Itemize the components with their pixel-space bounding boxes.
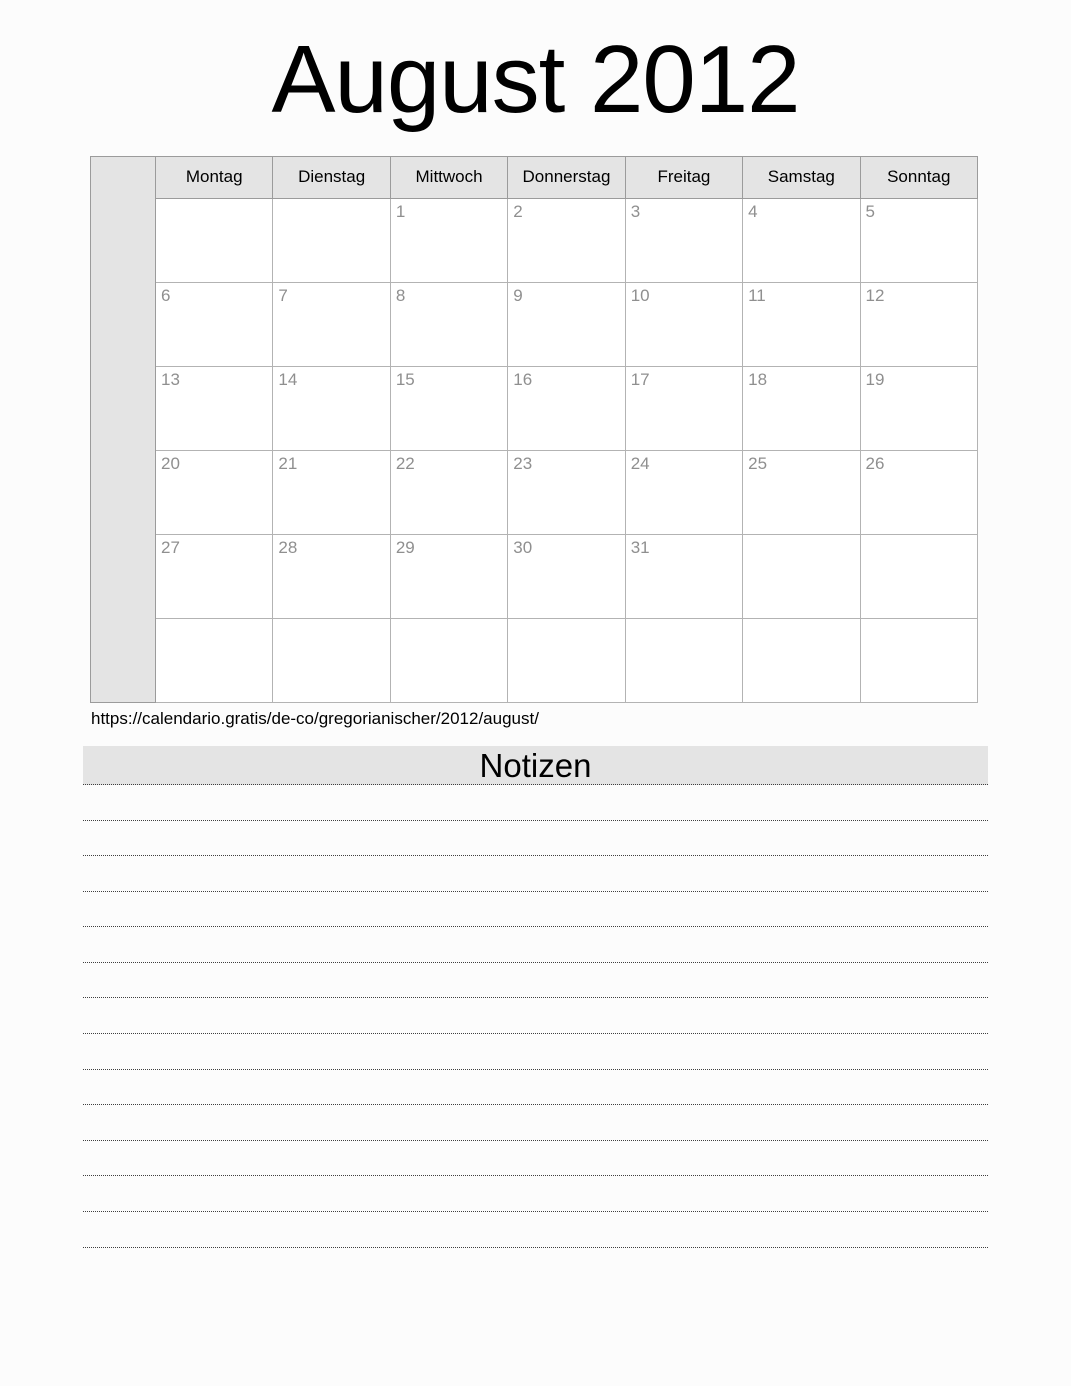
day-cell-24: 24 (625, 450, 742, 534)
day-cell-17: 17 (625, 366, 742, 450)
day-cell-1: 1 (390, 198, 507, 282)
notes-title: Notizen (479, 746, 592, 784)
weekday-header-donnerstag: Donnerstag (508, 156, 625, 198)
day-cell-empty (156, 618, 273, 702)
day-cell-13: 13 (156, 366, 273, 450)
weekday-header-montag: Montag (156, 156, 273, 198)
day-cell-15: 15 (390, 366, 507, 450)
note-line (83, 856, 988, 892)
day-cell-21: 21 (273, 450, 390, 534)
day-cell-20: 20 (156, 450, 273, 534)
day-cell-30: 30 (508, 534, 625, 618)
calendar-table (90, 156, 978, 703)
weekday-header-sonntag: Sonntag (860, 156, 977, 198)
gutter-column (91, 156, 156, 702)
week-row (91, 282, 978, 366)
week-row (91, 534, 978, 618)
weekday-header-row (91, 156, 978, 198)
calendar-body (91, 156, 978, 702)
day-cell-10: 10 (625, 282, 742, 366)
note-line (83, 1141, 988, 1177)
note-line (83, 998, 988, 1034)
day-cell-11: 11 (743, 282, 860, 366)
day-cell-empty (860, 618, 977, 702)
weekday-header-freitag: Freitag (625, 156, 742, 198)
source-url: https://calendario.gratis/de-co/gregorianischer/2012/august/ (91, 708, 539, 728)
day-cell-empty (390, 618, 507, 702)
day-cell-29: 29 (390, 534, 507, 618)
note-line (83, 1212, 988, 1248)
week-row (91, 450, 978, 534)
note-line (83, 963, 988, 999)
day-cell-3: 3 (625, 198, 742, 282)
weekday-header-dienstag: Dienstag (273, 156, 390, 198)
day-cell-14: 14 (273, 366, 390, 450)
day-cell-empty (273, 198, 390, 282)
day-cell-empty (273, 618, 390, 702)
note-lines (83, 785, 988, 1248)
note-line (83, 1176, 988, 1212)
note-line (83, 927, 988, 963)
note-line (83, 1105, 988, 1141)
day-cell-empty (508, 618, 625, 702)
day-cell-26: 26 (860, 450, 977, 534)
day-cell-2: 2 (508, 198, 625, 282)
day-cell-6: 6 (156, 282, 273, 366)
day-cell-9: 9 (508, 282, 625, 366)
page-title: August 2012 (271, 26, 800, 133)
day-cell-16: 16 (508, 366, 625, 450)
day-cell-18: 18 (743, 366, 860, 450)
notes-section (83, 746, 988, 1248)
day-cell-4: 4 (743, 198, 860, 282)
day-cell-5: 5 (860, 198, 977, 282)
day-cell-8: 8 (390, 282, 507, 366)
day-cell-12: 12 (860, 282, 977, 366)
day-cell-23: 23 (508, 450, 625, 534)
day-cell-empty (860, 534, 977, 618)
day-cell-19: 19 (860, 366, 977, 450)
day-cell-25: 25 (743, 450, 860, 534)
day-cell-empty (625, 618, 742, 702)
week-row (91, 618, 978, 702)
day-cell-28: 28 (273, 534, 390, 618)
day-cell-empty (156, 198, 273, 282)
note-line (83, 821, 988, 857)
day-cell-31: 31 (625, 534, 742, 618)
week-row (91, 198, 978, 282)
week-row (91, 366, 978, 450)
note-line (83, 1034, 988, 1070)
day-cell-27: 27 (156, 534, 273, 618)
day-cell-22: 22 (390, 450, 507, 534)
weekday-header-samstag: Samstag (743, 156, 860, 198)
day-cell-empty (743, 534, 860, 618)
note-line (83, 785, 988, 821)
note-line (83, 1070, 988, 1106)
day-cell-empty (743, 618, 860, 702)
note-line (83, 892, 988, 928)
weekday-header-mittwoch: Mittwoch (390, 156, 507, 198)
notes-header (83, 746, 988, 785)
day-cell-7: 7 (273, 282, 390, 366)
